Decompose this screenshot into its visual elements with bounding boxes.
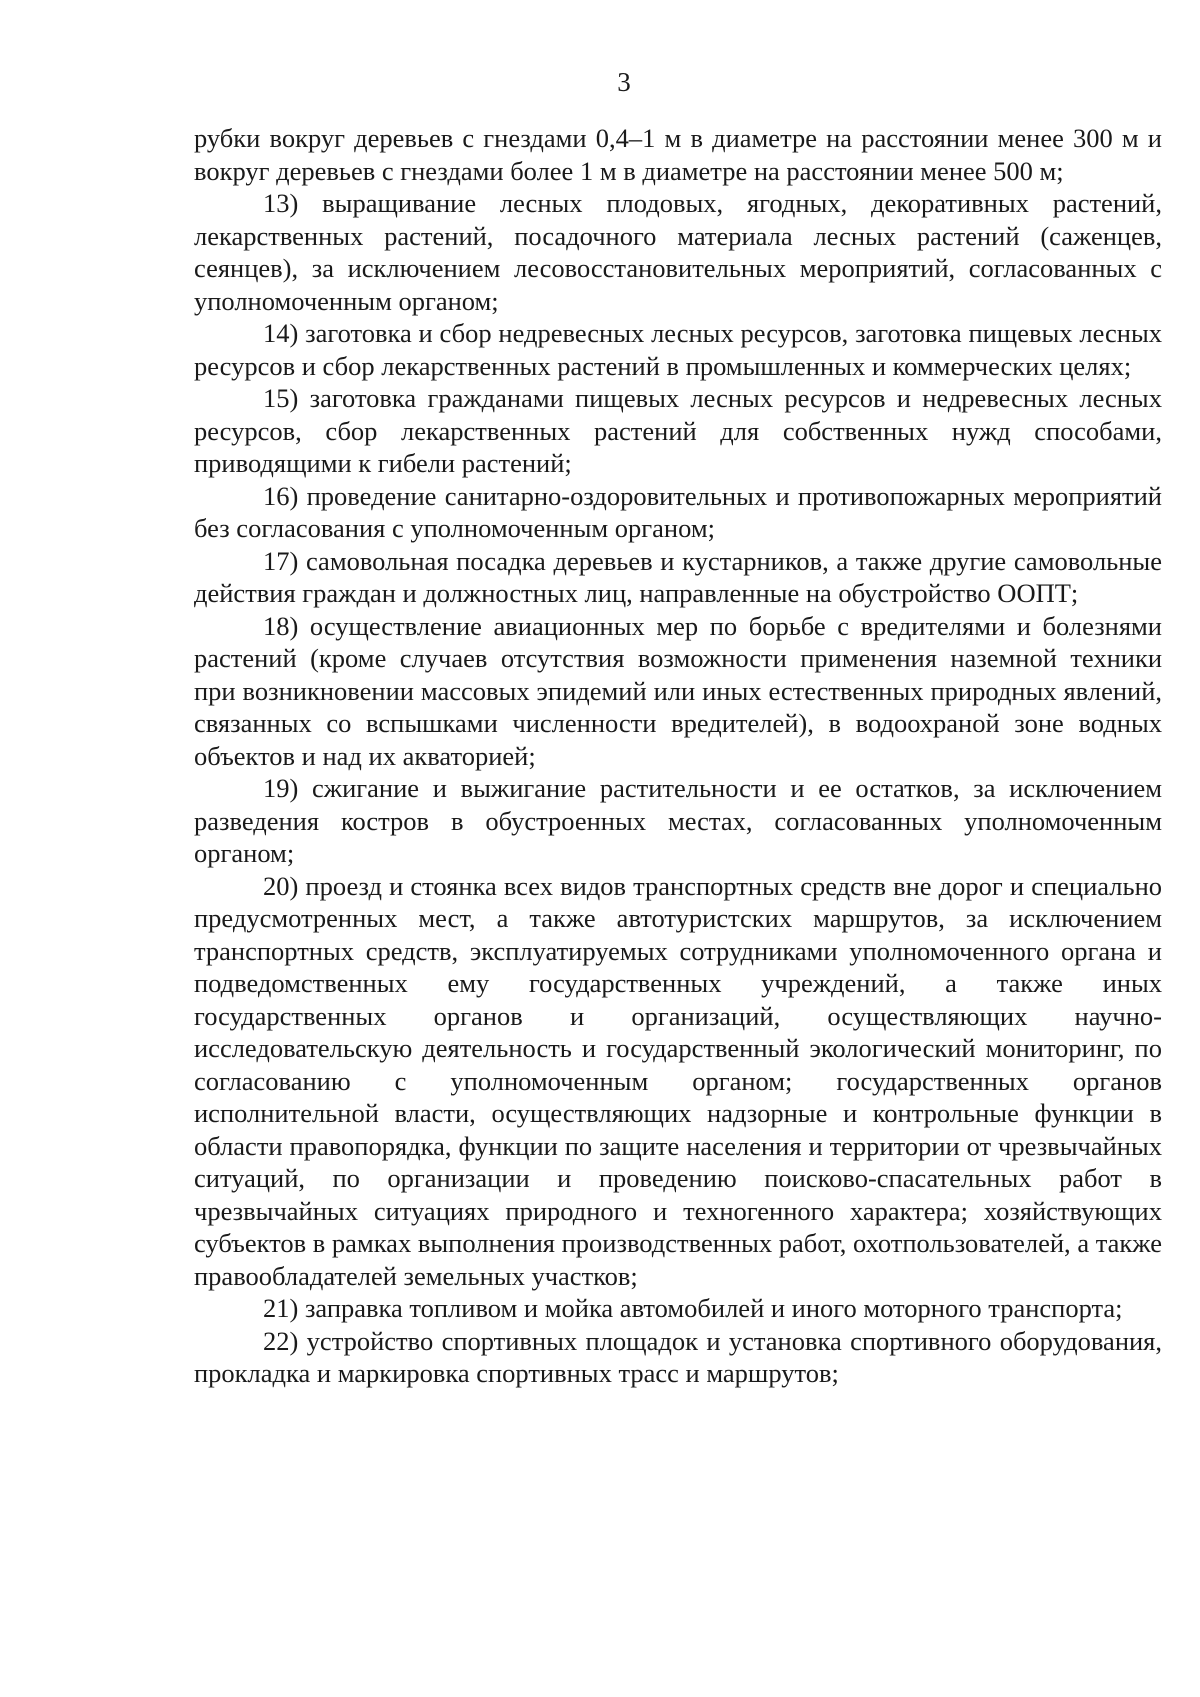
list-item-19: 19) сжигание и выжигание растительности и ее остатков, за исключением разведения костров в обустроенных местах, согласованных уполномоченным органом; — [194, 773, 1162, 868]
list-item-22: 22) устройство спортивных площадок и установка спортивного оборудования, прокладка и маркировка спортивных трасс и маршрутов; — [194, 1325, 1162, 1388]
document-body — [194, 122, 1162, 1390]
list-item-21: 21) заправка топливом и мойка автомобилей и иного моторного транспорта; — [263, 1293, 1123, 1323]
paragraph-continuation: рубки вокруг деревьев с гнездами 0,4–1 м в диаметре на расстоянии менее 300 м и вокруг деревьев с гнездами более 1 м в диаметре на расстоянии менее 500 м; — [194, 123, 1162, 186]
list-item-17: 17) самовольная посадка деревьев и кустарников, а также другие самовольные действия граждан и должностных лиц, направленные на обустройство ООПТ; — [194, 545, 1162, 608]
list-item-18: 18) осуществление авиационных мер по борьбе с вредителями и болезнями растений (кроме случаев отсутствия возможности применения наземной техники при возникновении массовых эпидемий или иных естественных природных явлений, связанных со вспышками численности вредителей), в водоохраной зоне водных объектов и над их акваторией; — [194, 610, 1162, 771]
list-item-16: 16) проведение санитарно-оздоровительных и противопожарных мероприятий без согласования с уполномоченным органом; — [194, 480, 1162, 543]
page-number: 3 — [617, 67, 631, 97]
list-item-14: 14) заготовка и сбор недревесных лесных ресурсов, заготовка пищевых лесных ресурсов и сбор лекарственных растений в промышленных и коммерческих целях; — [194, 318, 1162, 381]
list-item-15: 15) заготовка гражданами пищевых лесных ресурсов и недревесных лесных ресурсов, сбор лекарственных растений для собственных нужд способами, приводящими к гибели растений; — [194, 383, 1162, 478]
list-item-20: 20) проезд и стоянка всех видов транспортных средств вне дорог и специально предусмотренных мест, а также автотуристских маршрутов, за исключением транспортных средств, эксплуатируемых сотрудниками уполномоченного органа и подведомственных ему государственных учреждений, а также иных государственных органов и организаций, осуществляющих научно-исследовательскую деятельность и государственный экологический мониторинг, по согласованию с уполномоченным органом; государственных органов исполнительной власти, осуществляющих надзорные и контрольные функции в области правопорядка, функции по защите населения и территории от чрезвычайных ситуаций, по организации и проведению поисково-спасательных работ в чрезвычайных ситуациях природного и техногенного характера; хозяйствующих субъектов в рамках выполнения производственных работ, охотпользователей, а также правообладателей земельных участков; — [194, 870, 1162, 1291]
list-item-13: 13) выращивание лесных плодовых, ягодных, декоративных растений, лекарственных растений, посадочного материала лесных растений (саженцев, сеянцев), за исключением лесовосстановительных мероприятий, согласованных с уполномоченным органом; — [194, 188, 1162, 316]
